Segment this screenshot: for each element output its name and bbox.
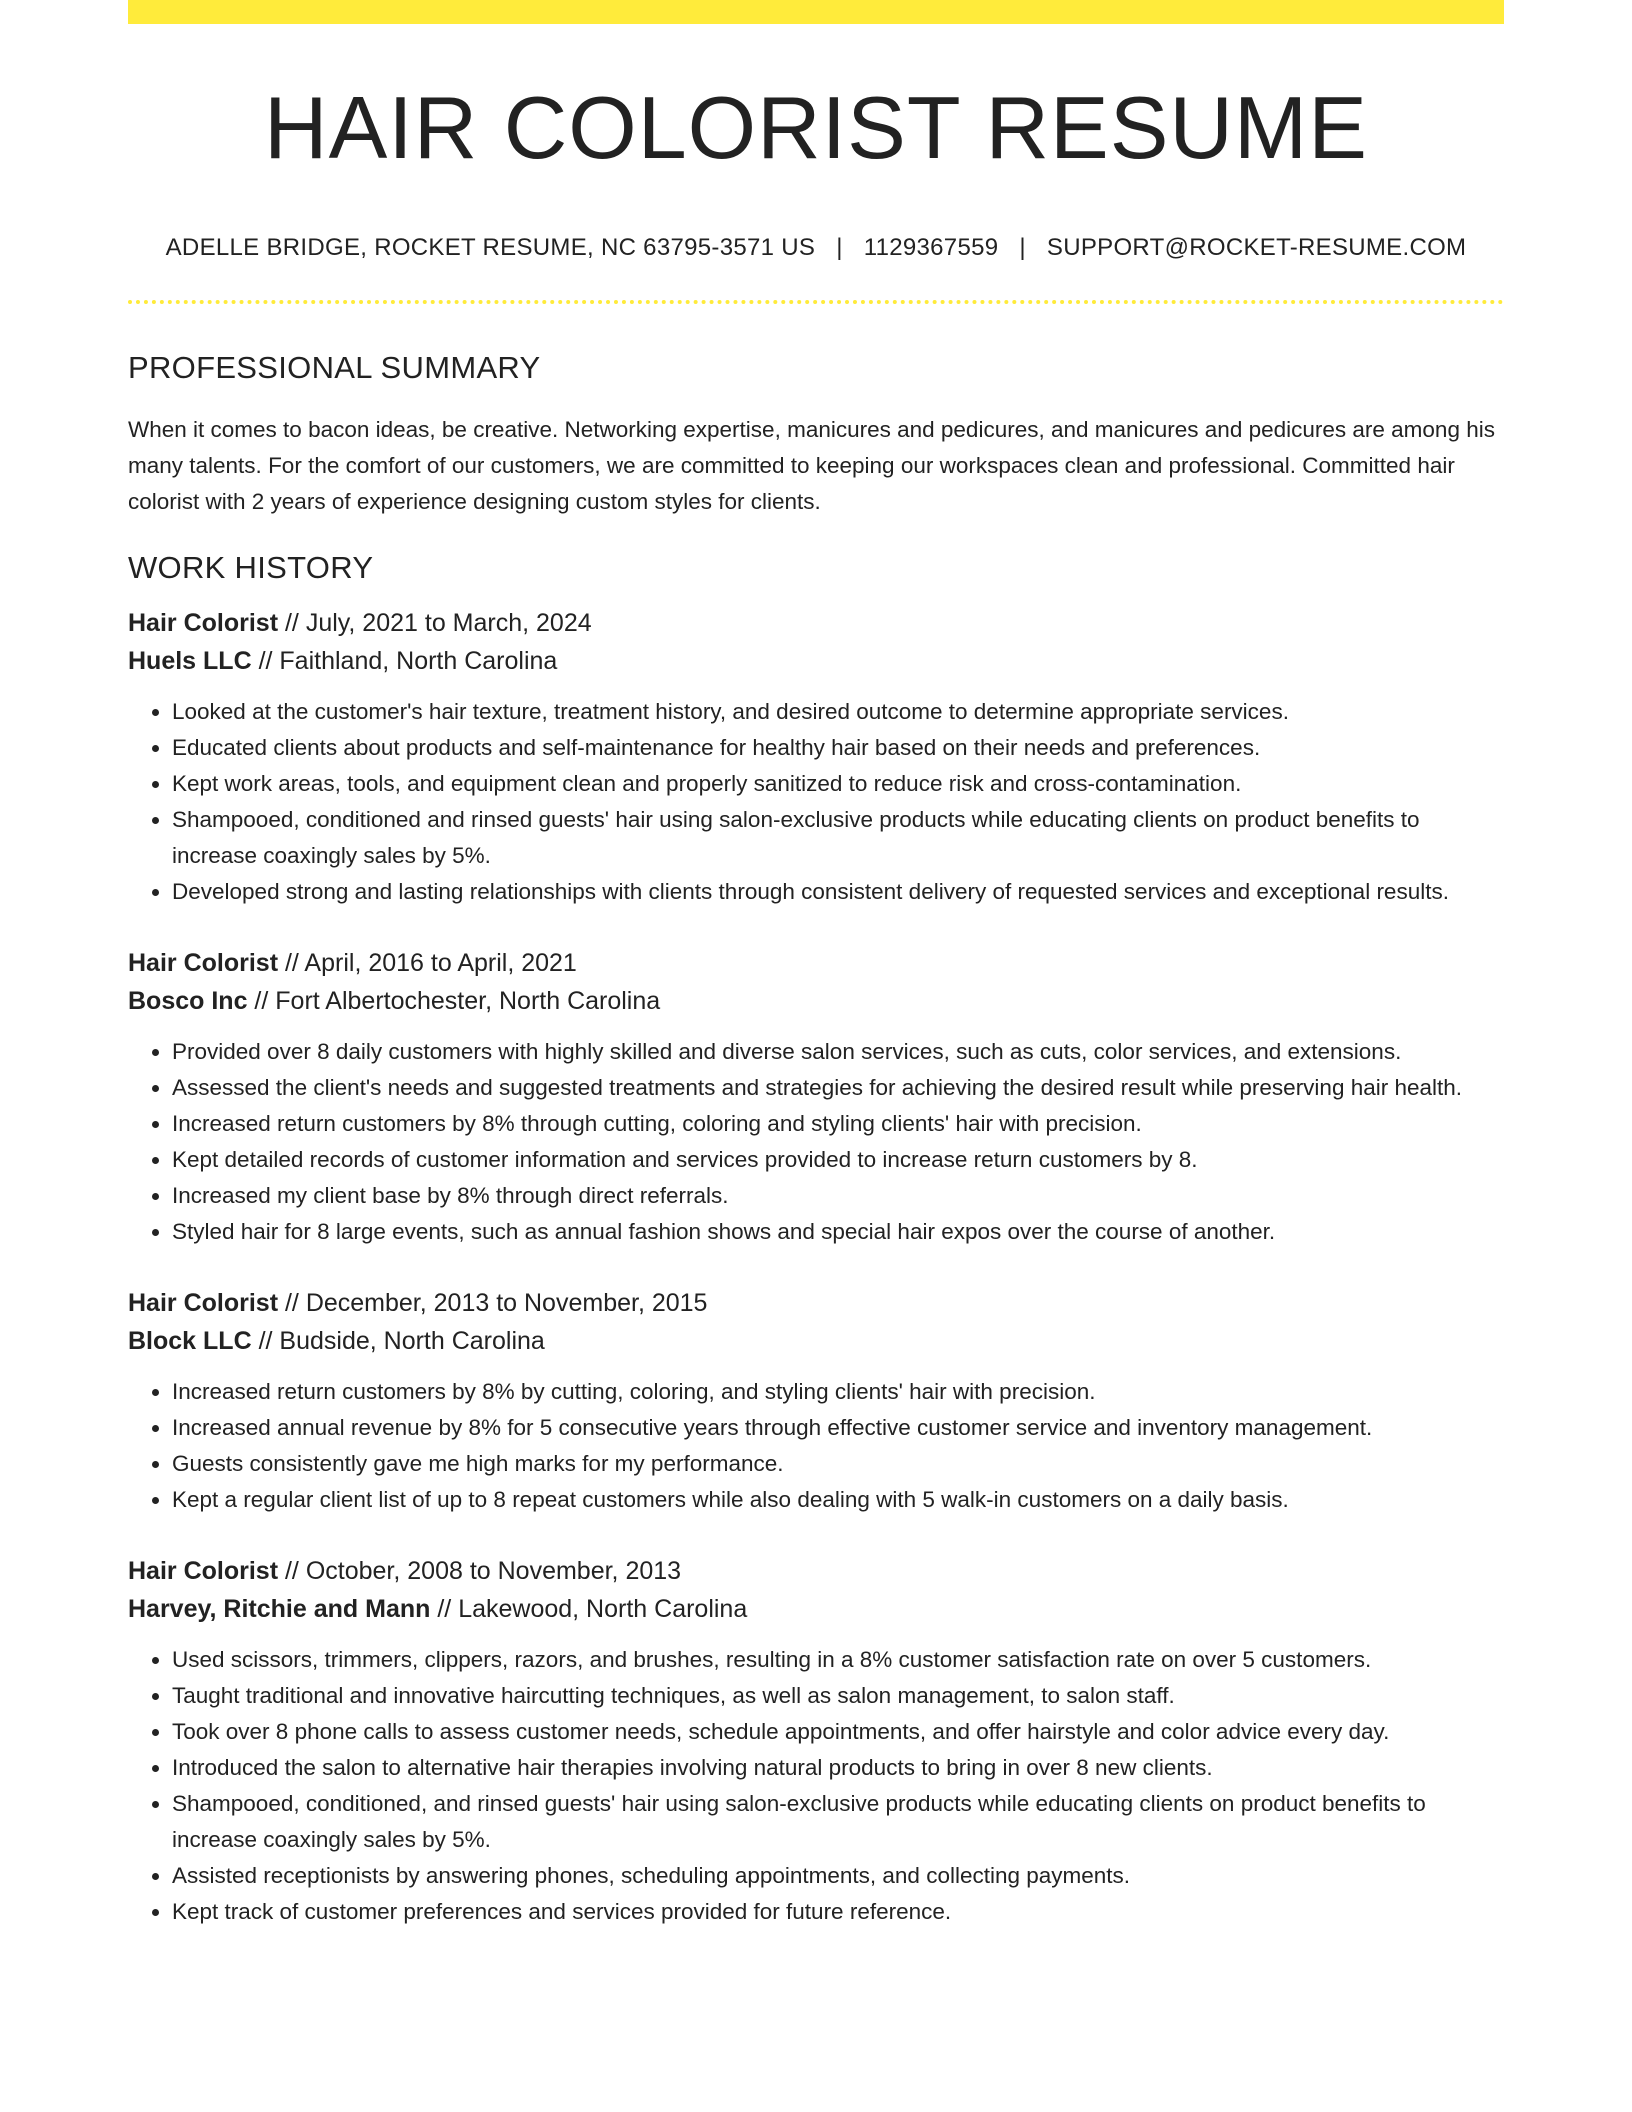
bullet-item: • Guests consistently gave me high marks for my performance.	[172, 1446, 1504, 1482]
job-title-line	[128, 1552, 1504, 1590]
job-entry	[128, 604, 1504, 910]
contact-email: SUPPORT@ROCKET-RESUME.COM	[1046, 234, 1467, 261]
bullet-item: • Kept track of customer preferences and services provided for future reference.	[172, 1894, 1504, 1930]
job-company-line	[128, 1322, 1504, 1360]
bullet-item: • Educated clients about products and self-maintenance for healthy hair based on their needs and preferences.	[172, 730, 1504, 766]
job-location: // Lakewood, North Carolina	[430, 1595, 748, 1623]
bullet-item: • Increased annual revenue by 8% for 5 consecutive years through effective customer service and inventory management.	[172, 1410, 1504, 1446]
bullet-item: • Kept work areas, tools, and equipment clean and properly sanitized to reduce risk and cross-contamination.	[172, 766, 1504, 802]
job-title-line	[128, 604, 1504, 642]
job-company-line	[128, 1590, 1504, 1628]
bullet-item: • Shampooed, conditioned, and rinsed guests' hair using salon-exclusive products while educating clients on product benefits to increase coaxingly sales by 5%.	[172, 1786, 1504, 1858]
job-company: Harvey, Ritchie and Mann	[128, 1595, 431, 1623]
bullet-item: • Assisted receptionists by answering phones, scheduling appointments, and collecting payments.	[172, 1858, 1504, 1894]
job-bullets	[128, 1374, 1504, 1518]
job-dates: // December, 2013 to November, 2015	[278, 1289, 708, 1317]
bullet-item: • Taught traditional and innovative haircutting techniques, as well as salon management, to salon staff.	[172, 1678, 1504, 1714]
job-bullets	[128, 694, 1504, 910]
bullet-item: • Increased return customers by 8% by cutting, coloring, and styling clients' hair with precision.	[172, 1374, 1504, 1410]
job-location: // Faithland, North Carolina	[251, 647, 558, 675]
contact-separator: |	[1019, 234, 1026, 261]
job-entry	[128, 1284, 1504, 1518]
bullet-item: • Styled hair for 8 large events, such as annual fashion shows and special hair expos over the course of another.	[172, 1214, 1504, 1250]
bullet-item: • Increased my client base by 8% through direct referrals.	[172, 1178, 1504, 1214]
contact-address: ADELLE BRIDGE, ROCKET RESUME, NC 63795-3571 US	[165, 234, 816, 261]
summary-text: When it comes to bacon ideas, be creative. Networking expertise, manicures and pedicures, and manicures and pedicures are among his many talents. For the comfort of our customers, we are committed to keeping our workspaces clean and professional. Committed hair colorist with 2 years of experience designing custom styles for clients.	[128, 417, 1495, 514]
contact-line	[128, 234, 1504, 262]
bullet-item: • Kept detailed records of customer information and services provided to increase return customers by 8.	[172, 1142, 1504, 1178]
job-location: // Budside, North Carolina	[251, 1327, 545, 1355]
bullet-item: • Used scissors, trimmers, clippers, razors, and brushes, resulting in a 8% customer satisfaction rate on over 5 customers.	[172, 1642, 1504, 1678]
job-dates: // October, 2008 to November, 2013	[278, 1557, 682, 1585]
bullet-item: • Provided over 8 daily customers with highly skilled and diverse salon services, such as cuts, color services, and extensions.	[172, 1034, 1504, 1070]
job-entry	[128, 944, 1504, 1250]
job-company: Bosco Inc	[128, 987, 248, 1015]
job-dates: // July, 2021 to March, 2024	[278, 609, 592, 637]
job-title: Hair Colorist	[128, 1557, 279, 1585]
contact-separator: |	[836, 234, 843, 261]
dotted-divider	[128, 300, 1504, 304]
bullet-item: • Assessed the client's needs and suggested treatments and strategies for achieving the desired result while preserving hair health.	[172, 1070, 1504, 1106]
resume-title: HAIR COLORIST RESUME	[264, 78, 1368, 177]
bullet-item: • Increased return customers by 8% through cutting, coloring and styling clients' hair with precision.	[172, 1106, 1504, 1142]
accent-top-bar	[128, 0, 1504, 24]
summary-heading: PROFESSIONAL SUMMARY	[128, 350, 541, 385]
bullet-item: • Shampooed, conditioned and rinsed guests' hair using salon-exclusive products while educating clients on product benefits to increase coaxingly sales by 5%.	[172, 802, 1504, 874]
bullet-item: • Kept a regular client list of up to 8 repeat customers while also dealing with 5 walk-in customers on a daily basis.	[172, 1482, 1504, 1518]
contact-phone: 1129367559	[863, 234, 999, 261]
bullet-item: • Looked at the customer's hair texture, treatment history, and desired outcome to determine appropriate services.	[172, 694, 1504, 730]
job-bullets	[128, 1642, 1504, 1930]
job-company-line	[128, 642, 1504, 680]
job-title: Hair Colorist	[128, 949, 279, 977]
work-history-heading: WORK HISTORY	[128, 550, 374, 585]
job-title: Hair Colorist	[128, 609, 279, 637]
job-title: Hair Colorist	[128, 1289, 279, 1317]
resume-page	[128, 0, 1504, 1930]
job-title-line	[128, 944, 1504, 982]
bullet-item: • Developed strong and lasting relationships with clients through consistent delivery of requested services and exceptional results.	[172, 874, 1504, 910]
job-company: Block LLC	[128, 1327, 252, 1355]
job-location: // Fort Albertochester, North Carolina	[247, 987, 661, 1015]
job-entry	[128, 1552, 1504, 1930]
job-company-line	[128, 982, 1504, 1020]
job-company: Huels LLC	[128, 647, 252, 675]
job-bullets	[128, 1034, 1504, 1250]
job-title-line	[128, 1284, 1504, 1322]
bullet-item: • Took over 8 phone calls to assess customer needs, schedule appointments, and offer hairstyle and color advice every day.	[172, 1714, 1504, 1750]
job-dates: // April, 2016 to April, 2021	[278, 949, 577, 977]
bullet-item: • Introduced the salon to alternative hair therapies involving natural products to bring in over 8 new clients.	[172, 1750, 1504, 1786]
